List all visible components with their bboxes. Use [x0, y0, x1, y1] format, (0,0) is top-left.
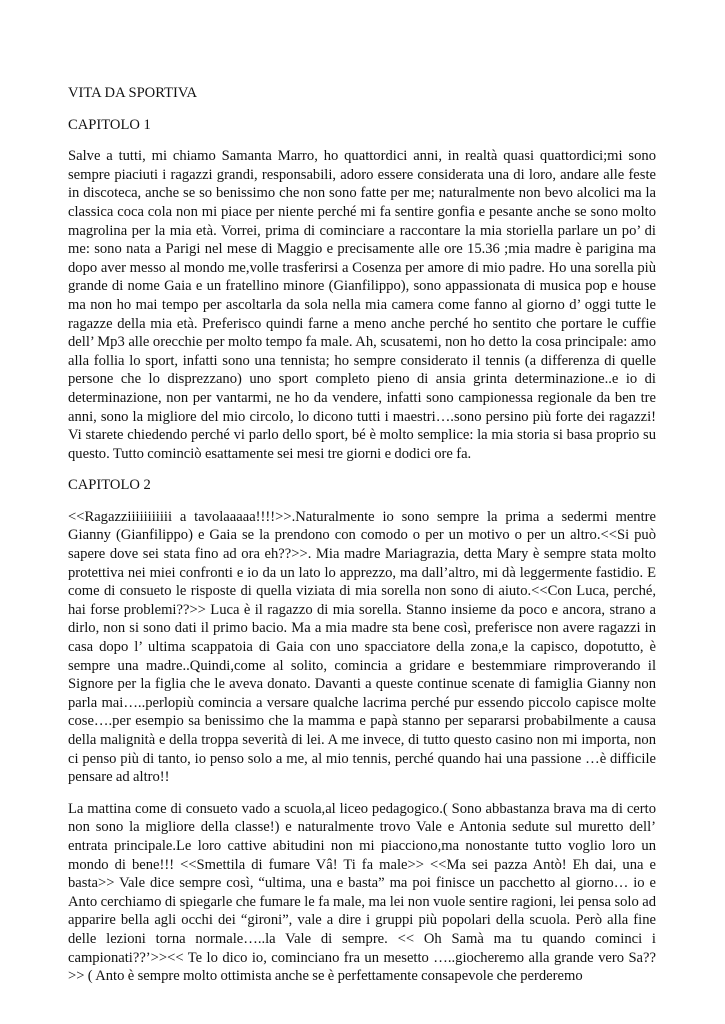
- chapter-1-paragraph: Salve a tutti, mi chiamo Samanta Marro, ho quattordici anni, in realtà quasi quattordici;mi sono sempre piaciuti i ragazzi grandi, responsabili, adoro essere considerata una di loro, andare alle feste in discoteca, anche se so benissimo che non sono fatte per me; naturalmente non bevo alcolici ma la classica coca cola non mi piace per niente perché mi fa sentire gonfia e pesante anche se sono molto magrolina per la mia età. Vorrei, prima di cominciare a raccontare la mia storiella parlare un po’ di me: sono nata a Parigi nel mese di Maggio e precisamente alle ore 15.36 ;mia madre è parigina ma dopo aver messo al mondo me,volle trasferirsi a Cosenza per amore di mio padre. Ho una sorella più grande di nome Gaia e un fratellino minore (Gianfilippo), sono appassionata di musica pop e house ma non ho mai tempo per ascoltarla da sola nella mia camera come fanno al giorno d’ oggi tutte le ragazze della mia età. Preferisco quindi farne a meno anche perché ho sentito che portare le cuffie dell’ Mp3 alle orecchie per molto tempo fa male. Ah, scusatemi, non ho detto la cosa principale: amo alla follia lo sport, infatti sono una tennista; ho sempre considerato il tennis (a differenza di quelle persone che lo disprezzano) uno sport completo pieno di ansia grinta determinazione..e io di determinazione, non per vantarmi, ne ho da vendere, infatti sono campionessa regionale da ben tre anni, sono la migliore del mio circolo, lo dicono tutti i maestri….sono persino più forte dei ragazzi! Vi starete chiedendo perché vi parlo dello sport, bé è molto semplice: la mia storia si basa proprio su questo. Tutto cominciò esattamente sei mesi tre giorni e dodici ore fa.: [68, 148, 656, 462]
- chapter-2-paragraph: <<Ragazziiiiiiiiiii a tavolaaaaa!!!!>>.Naturalmente io sono sempre la prima a sedermi mentre Gianny (Gianfilippo) e Gaia se la prendono con comodo o per un motivo o per un altro.<<Si può sapere dove sei stata fino ad ora eh??>>. Mia madre Mariagrazia, detta Mary è sempre stata molto protettiva nei miei confronti e io da un lato lo apprezzo, ma dall’altro, mi dà leggermente fastidio. E come di consueto le risposte di quella viziata di mia sorella non sono di aiuto.<<Con Luca, perché, hai forse problemi??>> Luca è il ragazzo di mia sorella. Stanno insieme da poco e ancora, strano a dirlo, non si sono dati il primo bacio. Ma a mia madre sta bene così, preferisce non avere ragazzi in casa dopo l’ ultima scappatoia di Gaia con uno spacciatore della zona,e la capisco, dopotutto, è sempre una madre..Quindi,come al solito, comincia a gridare e bestemmiare rimproverando il Signore per la figlia che le aveva donato. Davanti a queste continue scenate di famiglia Gianny non parla mai…..perlopiù comincia a versare qualche lacrima perché pur essendo piccolo capisce molte cose….per esempio sa benissimo che la mamma e papà stanno per separarsi probabilmente a causa della malignità e della troppa severità di lei. A me invece, di tutto questo casino non mi importa, non ci penso più di tanto, io penso solo a me, al mio tennis, perché quando hai una passione …è difficile pensare ad altro!!: [68, 508, 656, 786]
- chapter-1-heading: CAPITOLO 1: [68, 116, 151, 133]
- document-title: VITA DA SPORTIVA: [68, 85, 198, 101]
- document-page: [68, 84, 656, 999]
- chapter-2-paragraph: La mattina come di consueto vado a scuola,al liceo pedagogico.( Sono abbastanza brava ma di certo non sono la migliore della classe!) e naturalmente trovo Vale e Antonia sedute sul muretto dell’ entrata principale.Le loro cattive abitudini non mi piacciono,ma nonostante tutto voglio loro un mondo di bene!!! <<Smettila di fumare Vâ! Ti fa male>> <<Ma sei pazza Antò! Eh dai, una e basta>> Vale dice sempre così, “ultima, una e basta” ma poi finisce un pacchetto al giorno… io e Anto cerchiamo di spiegarle che fumare le fa male, ma lei non vuole sentire ragioni, lei pensa solo ad apparire bella agli occhi dei “gironi”, vale a dire i gruppi più popolari della scuola. Però alla fine delle lezioni torna normale…..la Vale di sempre. << Oh Samà ma tu quando cominci i campionati??’>><< Te lo dico io, cominciano fra un mesetto …..giocheremo alla grande vero Sa??>> ( Anto è sempre molto ottimista anche se è perfettamente consapevole che perderemo: [68, 800, 656, 985]
- chapter-2-heading: CAPITOLO 2: [68, 477, 151, 494]
